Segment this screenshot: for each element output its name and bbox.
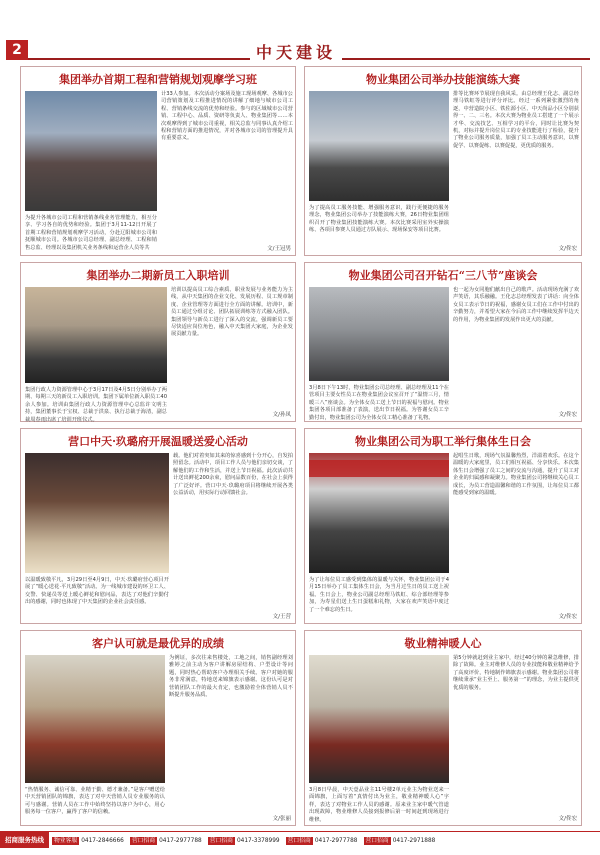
article-text: 排等比赛环节展现自我风采。由总经理王化志、副总经理马铁虹等进行评分评比。经过一系列紧张激烈的角逐，中营造院小区、铁佐源小区、中天尚品小区分别获得一、二、三名。本次大赛为物业员工搭建了一个展示才华、交流技艺、互相学习的平台，同时让比赛为契机，对标并提升岗位员工的专业技能进行了检验，提升了物业公司服务质量，加强了员工主动服务意识，以赛促学、以赛促练、以赛促提，更优质的服务。 <box>453 91 579 149</box>
article-byline: 文/佟宏 <box>558 412 577 418</box>
article-text: “热情服务、诚信可靠、业精于勤、德才兼备。”是客户赠送给中天营销团队的锦旗，表达了对中天营销人员专业服务的认可与感谢。营销人员在工作中始终坚持以客户为中心，用心服务每一位客户，赢得了客户的信赖。 <box>25 787 165 816</box>
hotline-label: 招商服务热线 <box>0 832 49 848</box>
photo-banner <box>309 460 449 477</box>
article-byline: 文/佟宏 <box>558 246 577 252</box>
article-photo <box>25 655 165 783</box>
hotline-number: 0417-2846666 <box>81 838 124 844</box>
article-text: 第5分钟就赶到业主家中，经过40分钟的紧急维修，排除了故障。业主对维修人员的专业技能和敬业精神给予了高度评价，特地制作锦旗表示感谢。物业集团公司将继续秉承“业主至上、服务第一”的理念，为业主提供更优质的服务。 <box>453 655 579 691</box>
hotline-key: 营口招商 <box>287 838 311 844</box>
article-title: 客户认可就是最优异的成绩 <box>92 637 224 650</box>
article-text: 集团行政人力资源管理中心于3月17日及4月5日分别举办了两期、每期三天的新员工入职培训。集团下属单位新入职员工40余人参加。培训由集团行政人力资源管理中心总监许文明主持，集团董事长于宝权、总裁于洪泉、执行总裁于海清，副总裁周春雨出席了培训开班仪式。 <box>25 387 167 423</box>
article-text: 培训以提高员工综合素质、职业发展与业务能力为主线，从中天集团的企业文化、发展历程、员工规章制度、企业管理等方面进行全方面的讲解。培训中，新员工通过分组讨论、团队拓展训练等方式融入团队。集团领导与新员工进行了深入的交流，强调新员工要尽快适应岗位角色，融入中天集团大家庭，为企业发展贡献力量。 <box>171 287 293 338</box>
hotline-number: 0417-3378999 <box>236 838 280 844</box>
hotline-key: 物业客服 <box>54 838 78 844</box>
article-byline: 文/佟宏 <box>558 614 577 620</box>
article-byline: 文/张丽 <box>272 816 291 822</box>
article-title: 集团举办首期工程和营销规划观摩学习班 <box>59 73 257 86</box>
hotline-key: 营口招商 <box>209 838 233 844</box>
article-photo <box>309 287 449 381</box>
section-title: 中天建设 <box>250 40 342 63</box>
article-warm-love <box>20 428 296 624</box>
hotline-number: 0417-2977788 <box>314 838 358 844</box>
article-text: 为例证，多次往来售楼处，工地之间，销售副经理刘雅婷之前主动为客户讲解房屋结构、户型设计等问题，同时热心帮助客户办理相关手续。客户对她的服务非常满意，特地送来锦旗表示感谢。这份认可是对营销团队工作的最大肯定，也激励着全体营销人员不断提升服务品质。 <box>169 655 293 699</box>
article-text: 3月8日早晨，中天壹品业主11号楼2单元业主为物业送来一面锦旗，上面写着“真情付出为业主，敬业精神暖人心”字样，表达了对物业工作人员的感谢。原来业主家中暖气管道出现故障，物业维修人员接到报修后第一时间赶到现场进行维修。 <box>309 787 449 823</box>
article-title: 营口中天·玖璐府开展温暖送爱心活动 <box>68 435 248 448</box>
article-byline: 文/王冠男 <box>267 246 291 252</box>
article-text: 3月8日下午13时，物业集团公司总经理、副总经理及11个在管项目主要女性员工在物业集团会议室召开了“温情三月，情暖三八”座谈会。为全体女员工送上节日的祝福与慰问。物业集团各项目部准备了表演，送出节日祝福。为答谢女员工辛勤付出，物业集团公司为全体女员工精心准备了礼物。 <box>309 385 449 421</box>
article-text: 载。他们对着突如其来的惊喜感到十分开心，自发拍照留念。活动中，项目工作人员与他们亲切交谈，了解他们的工作和生活，并送上节日祝福。此次活动共计送出鲜花200余束，慰问品数百份，在社会上获得了广泛好评。营口中天·玖璐府项目将继续开展各类公益活动，用实际行动回馈社会。 <box>173 453 293 497</box>
article-womens-day <box>304 262 582 422</box>
article-text: 以温暖致敬平凡，3月29日至4月9日，中天·玖璐府营心项目开展了“暖心送花·平凡致敬”活动。为一线城市建设的环卫工人、交警、快递员等送上暖心鲜花和慰问品，表达了对他们辛勤付出的感谢，同时也体现了中天集团的企业社会责任感。 <box>25 577 169 606</box>
article-text: 为了让每位员工感受到集体的温暖与关怀，物业集团公司于4月15日举办了员工集体生日会，为当月过生日的员工送上祝福。生日会上，物业公司副总经理马铁虹、综合部经理等参加，为寿星们送上生日蛋糕和礼物，大家在欢声笑语中度过了一个难忘的生日。 <box>309 577 449 613</box>
article-title: 物业集团公司举办技能演练大赛 <box>366 73 520 86</box>
article-text: 起唱生日歌，现场气氛温馨热烈，洋溢着欢乐。在这个温暖的大家庭里，员工们相互祝福、分享快乐。本次集体生日会增强了员工之间的交流与沟通，提升了员工对企业的归属感和凝聚力。物业集团公司将继续关心员工成长，为员工营造温馨和谐的工作氛围，让每位员工都能感受到家的温暖。 <box>453 453 579 497</box>
article-engineering-marketing <box>20 66 296 256</box>
hotline-number: 0417-2977788 <box>159 838 202 844</box>
hotline-key: 营口招商 <box>131 838 156 844</box>
article-photo <box>25 453 169 573</box>
article-text: 计33人参加。本次活动分案场及施工现场观摩、各城市公司营销策划及工程推进情况的讲解了细地与城市公司工程、营销条线交流的优势和经验。参与的区域城市公司营销、工程中心、品质、资研等负责人、物业集团等……本次观摩得到了城市公司重视，相关总监与同事认真介绍工程和营销方面的推进情况，并对各城市公司的管理提升具有重要意义。 <box>161 91 293 142</box>
article-title: 集团举办二期新员工入职培训 <box>86 269 230 282</box>
article-dedication <box>304 630 582 826</box>
page-number: 2 <box>6 40 28 60</box>
article-title: 敬业精神暖人心 <box>404 637 482 650</box>
article-byline: 文/王营 <box>272 614 291 620</box>
article-new-staff-training <box>20 262 296 422</box>
article-byline: 文/佟宏 <box>558 816 577 822</box>
article-title: 物业集团公司召开钻石“三八节”座谈会 <box>348 269 538 282</box>
hotline-item <box>49 835 127 844</box>
hotline-number: 0417-2971888 <box>392 838 436 844</box>
hotline-key: 营口招商 <box>365 838 389 844</box>
hotline-item <box>127 835 205 844</box>
article-birthday <box>304 428 582 624</box>
article-text: 也一起为女同胞们献出自己的歌声。活动现场充满了欢声笑语，其乐融融。王化志总经理发表了讲话：向全体女员工表示节日的祝福，感谢女员工们在工作中付出的辛勤努力，并希望大家在今后的工作中继续发挥半边天的作用，为物业集团的发展作出更大的贡献。 <box>453 287 579 323</box>
page-header <box>0 0 600 60</box>
hotline-item <box>361 835 439 844</box>
article-text: 为提升各城市公司工程和营销条线业务管理能力，相互分享、学习各自的优势和经验。集团于3月11-12日开展了首期工程和营销规划观摩学习活动，分赴辽阳城市公司和抚顺城市公司。各城市公司总经理、副总经理、工程和销售总监、经理以及集团机关业务条线和运营企人员等共 <box>25 215 157 251</box>
article-photo <box>309 655 449 783</box>
hotline-item <box>283 835 361 844</box>
article-photo <box>309 453 449 573</box>
hotline-footer <box>0 831 600 847</box>
article-customer-recognition <box>20 630 296 826</box>
article-photo <box>309 91 449 201</box>
article-text: 为了提高员工服务技能、增强服务意识，践行更便捷的服务理念，物业集团公司举办了技能演练大赛，26日物业集团组织召开了物业集团技能演练大赛。本次比赛采用室外实操演练、各项目参赛人员通过方队展示、现场保安等项目比赛。 <box>309 205 449 234</box>
article-title: 物业集团公司为职工举行集体生日会 <box>355 435 531 448</box>
article-photo <box>25 91 157 211</box>
article-byline: 文/孙凤 <box>272 412 291 418</box>
hotline-item <box>205 835 283 844</box>
article-skills-contest <box>304 66 582 256</box>
article-photo <box>25 287 167 383</box>
